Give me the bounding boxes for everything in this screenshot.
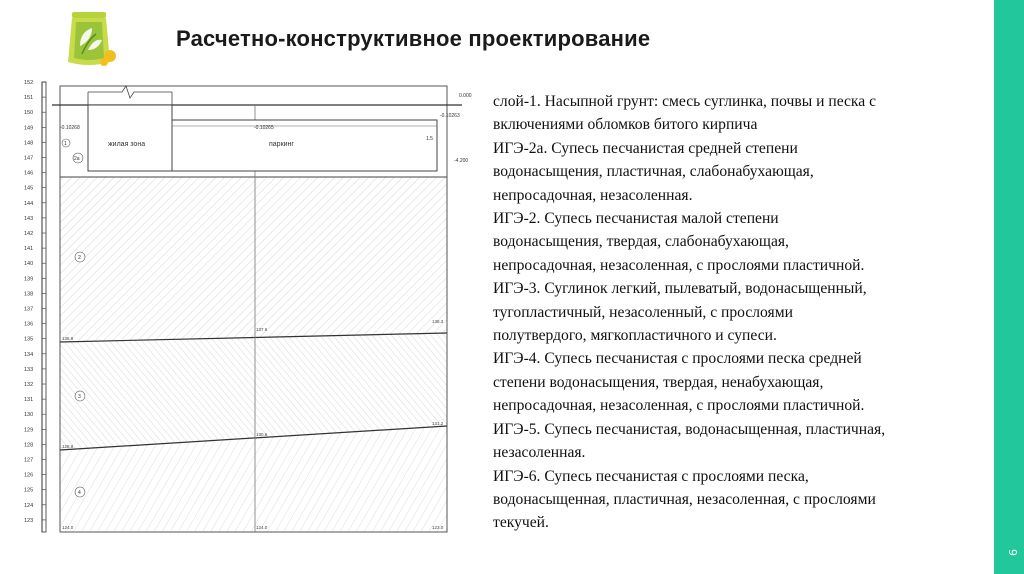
living-zone-label: жилая зона	[108, 141, 146, 148]
description-line: тугопластичный, незасоленный, с прослоями	[493, 303, 793, 321]
description-line: ИГЭ-5. Супесь песчанистая, водонасыщенная, пластичная,	[493, 420, 886, 438]
scale-label: 124	[24, 502, 34, 509]
parking-building	[172, 120, 437, 171]
layer-number-4	[75, 487, 85, 497]
svg-text:4: 4	[78, 490, 81, 496]
layer-number-2	[75, 252, 85, 262]
scale-label: 152	[24, 80, 34, 86]
description-line: непросадочная, незасоленная, с прослоями пластичной.	[493, 256, 865, 274]
description-line: степени водонасыщения, твердая, ненабухающая,	[493, 373, 824, 391]
description-line: слой-1. Насыпной грунт: смесь суглинка, почвы и песка с	[493, 93, 877, 110]
scale-label: 138	[24, 291, 34, 298]
description-line: непросадочная, незасоленная.	[493, 186, 693, 204]
scale-label: 131	[24, 397, 34, 404]
svg-text:2а: 2а	[74, 156, 80, 162]
parking-label: паркинг	[269, 141, 294, 148]
boundary-label: 124.0	[62, 525, 74, 530]
scale-label: 123	[24, 517, 34, 524]
scale-label: 144	[24, 200, 34, 207]
description-line: полутвердого, мягкопластичного и супеси.	[493, 327, 777, 345]
description-line: ИГЭ-2а. Супесь песчанистая средней степени	[493, 139, 798, 157]
svg-text:1: 1	[64, 141, 67, 147]
scale-label: 141	[24, 246, 34, 253]
svg-text:2: 2	[78, 255, 81, 261]
scale-label: 146	[24, 170, 34, 177]
boundary-label: 130.6	[256, 432, 268, 437]
scale-label: 128	[24, 442, 34, 449]
geological-section	[22, 74, 472, 544]
mark-floor: 1.5	[426, 136, 433, 142]
scale-label: 130	[24, 412, 34, 419]
layer-fill	[60, 177, 447, 342]
scale-label: 137	[24, 306, 34, 313]
scale-label: 151	[24, 95, 34, 102]
svg-text:3: 3	[78, 394, 81, 400]
scale-label: 147	[24, 155, 34, 162]
scale-label: 133	[24, 366, 34, 373]
description-line: текучей.	[493, 514, 549, 532]
mark-right-b: -4.200	[454, 158, 469, 164]
scale-label: 134	[24, 351, 34, 358]
boundary-label: 137.6	[256, 327, 268, 332]
sidebar-label: АНАЛИЗ ИГУ	[9, 406, 21, 504]
mark-right-a: -0.10263	[440, 113, 460, 119]
layer-number-2a	[73, 153, 83, 163]
mark-left: -0.10268	[60, 125, 80, 131]
scale-label: 150	[24, 110, 34, 117]
scale-label: 145	[24, 185, 34, 192]
boundary-label: 131.2	[432, 421, 444, 426]
description-line: водонасыщения, твердая, слабонабухающая,	[493, 233, 789, 251]
mark-top-right: 0.000	[459, 93, 472, 99]
layer-number-3	[75, 391, 85, 401]
scale-label: 126	[24, 472, 34, 479]
boundary-label: 124.0	[256, 525, 268, 530]
mark-mid: -0.10265	[254, 125, 274, 131]
description-line: включениями обломков битого кирпича	[493, 116, 758, 134]
description-line: незасоленная.	[493, 444, 586, 462]
description-line: водонасыщения, пластичная, слабонабухающая,	[493, 163, 814, 181]
scale-label: 148	[24, 140, 34, 147]
scale-label: 136	[24, 321, 34, 328]
description-line: непросадочная, незасоленная, с прослоями пластичной.	[493, 397, 865, 415]
scale-label: 143	[24, 215, 34, 222]
page-title: Расчетно-конструктивное проектирование	[176, 26, 651, 51]
boundary-label: 138.3	[432, 319, 444, 324]
scale-label: 132	[24, 382, 34, 389]
description-line: водонасыщенная, пластичная, незасоленная, с прослоями	[493, 490, 876, 508]
soil-layer-descriptions	[493, 90, 983, 535]
boundary-label: 128.8	[62, 444, 74, 449]
scale-label: 129	[24, 427, 34, 434]
living-zone-building	[88, 105, 172, 171]
scale-label: 127	[24, 457, 34, 464]
boundary-label: 136.8	[62, 336, 74, 341]
scale-label: 142	[24, 231, 34, 238]
layer-number-1	[62, 139, 70, 147]
scale-label: 149	[24, 125, 34, 132]
description-line: ИГЭ-3. Суглинок легкий, пылеватый, водонасыщенный,	[493, 280, 867, 298]
boundary-label: 123.0	[432, 525, 444, 530]
scale-label: 139	[24, 276, 34, 283]
scale-label: 140	[24, 261, 34, 268]
right-sidebar	[994, 0, 1024, 574]
page-number: 6	[1007, 549, 1020, 556]
description-line: ИГЭ-4. Супесь песчанистая с прослоями песка средней	[493, 350, 862, 368]
scale-label: 135	[24, 336, 34, 343]
description-line: ИГЭ-6. Супесь песчанистая с прослоями песка,	[493, 467, 809, 485]
scale-label: 125	[24, 487, 34, 494]
plant-bag-icon	[66, 10, 120, 68]
description-line: ИГЭ-2. Супесь песчанистая малой степени	[493, 210, 779, 228]
